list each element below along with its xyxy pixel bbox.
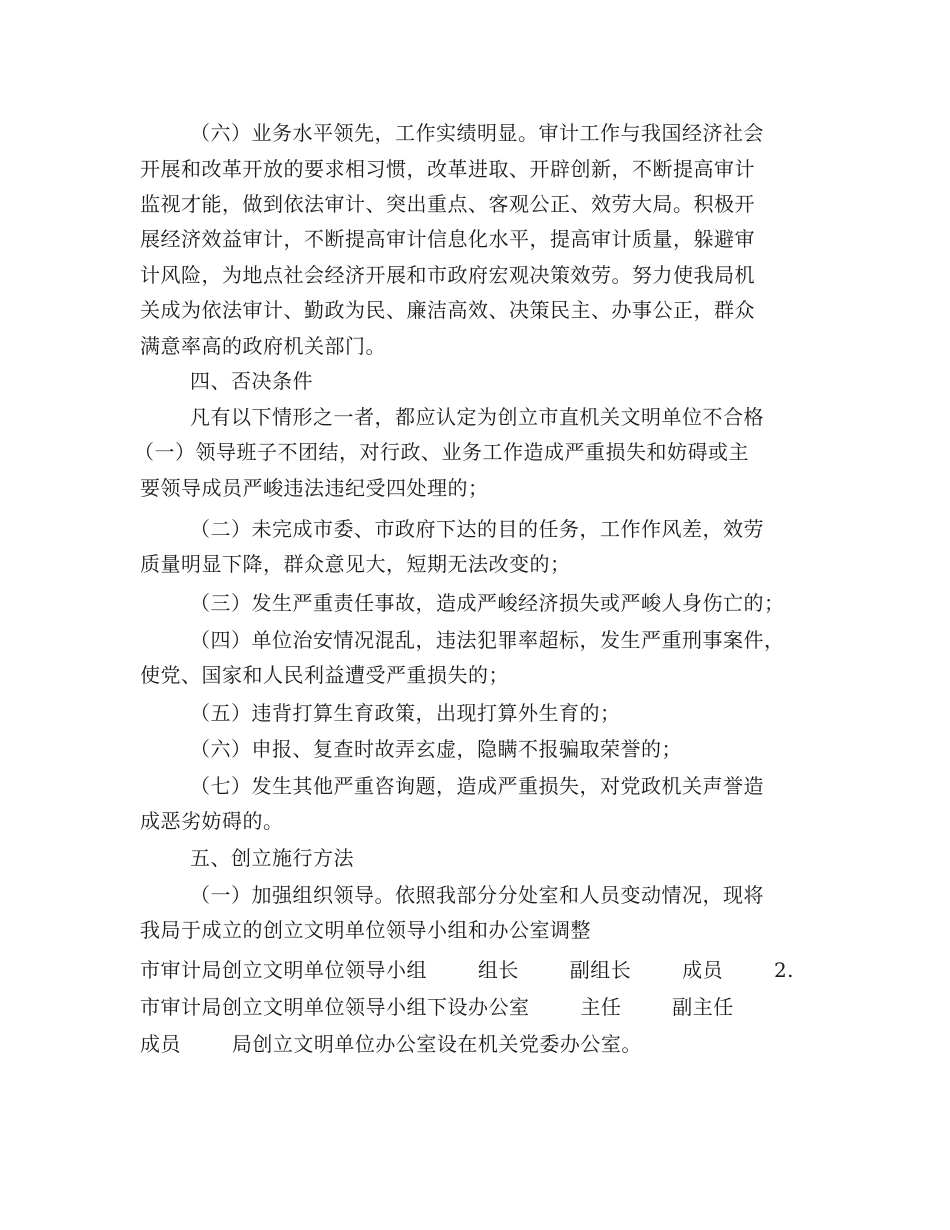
paragraph-line: 质量明显下降，群众意见大，短期无法改变的； [140,552,571,576]
group-members-label: 成员 [682,958,724,982]
paragraph-line: （三）发生严重责任事故，造成严峻经济损失或严峻人身伤亡的； [190,591,785,615]
paragraph-line: 计风险，为地点社会经济开展和市政府宏观决策效劳。努力使我局机 [140,263,755,287]
office-row [140,990,734,1024]
office-director-label: 主任 [580,995,622,1019]
group-leader-label: 组长 [477,958,519,982]
paragraph-line: （六）申报、复查时故弄玄虚，隐瞒不报骗取荣誉的； [190,737,682,761]
paragraph-line: 成恶劣妨碍的。 [140,809,284,833]
paragraph-line: 展经济效益审计，不断提高审计信息化水平，提高审计质量，躲避审 [140,227,755,251]
paragraph-line: （二）未完成市委、市政府下达的目的任务，工作作风差，效劳 [190,517,764,541]
paragraph-line: 要领导成员严峻违法违纪受四处理的； [140,476,489,500]
item-number: 2. [773,958,795,982]
paragraph-line: 我局于成立的创立文明单位领导小组和办公室调整 [140,918,591,942]
paragraph-line: （四）单位治安情况混乱，违法犯罪率超标，发生严重刑事案件， [190,628,785,652]
office-members-row [140,1027,642,1061]
paragraph-line: （一）领导班子不团结，对行政、业务工作造成严重损失和妨碍或主 [134,440,749,464]
paragraph-line: 关成为依法审计、勤政为民、廉洁高效、决策民主、办事公正，群众 [140,298,755,322]
paragraph-line: （五）违背打算生育政策，出现打算外生育的； [190,701,621,725]
paragraph-line: （六）业务水平领先，工作实绩明显。审计工作与我国经济社会 [190,121,764,145]
office-deputy-label: 副主任 [672,995,734,1019]
paragraph-line: 满意率高的政府机关部门。 [140,334,386,358]
group-deputy-label: 副组长 [569,958,632,982]
office-members-label: 成员 [140,1032,181,1056]
group-name: 市审计局创立文明单位领导小组 [140,958,427,982]
group-members-row [140,953,794,987]
paragraph-line: 使党、国家和人民利益遭受严重损失的； [140,663,509,687]
section-heading-4: 四、否决条件 [190,369,313,393]
section-heading-5: 五、创立施行方法 [190,846,354,870]
paragraph-line: 开展和改革开放的要求相习惯，改革进取、开辟创新，不断提高审计 [140,157,755,181]
paragraph-line: 监视才能，做到依法审计、突出重点、客观公正、效劳大局。积极开 [140,192,755,216]
paragraph-line: 凡有以下情形之一者，都应认定为创立市直机关文明单位不合格 [190,405,764,429]
office-location-text: 局创立文明单位办公室设在机关党委办公室。 [231,1032,642,1056]
paragraph-line: （七）发生其他严重咨询题，造成严重损失，对党政机关声誉造 [190,774,764,798]
paragraph-line: （一）加强组织领导。依照我部分分处室和人员变动情况，现将 [190,883,764,907]
office-name: 市审计局创立文明单位领导小组下设办公室 [140,995,530,1019]
